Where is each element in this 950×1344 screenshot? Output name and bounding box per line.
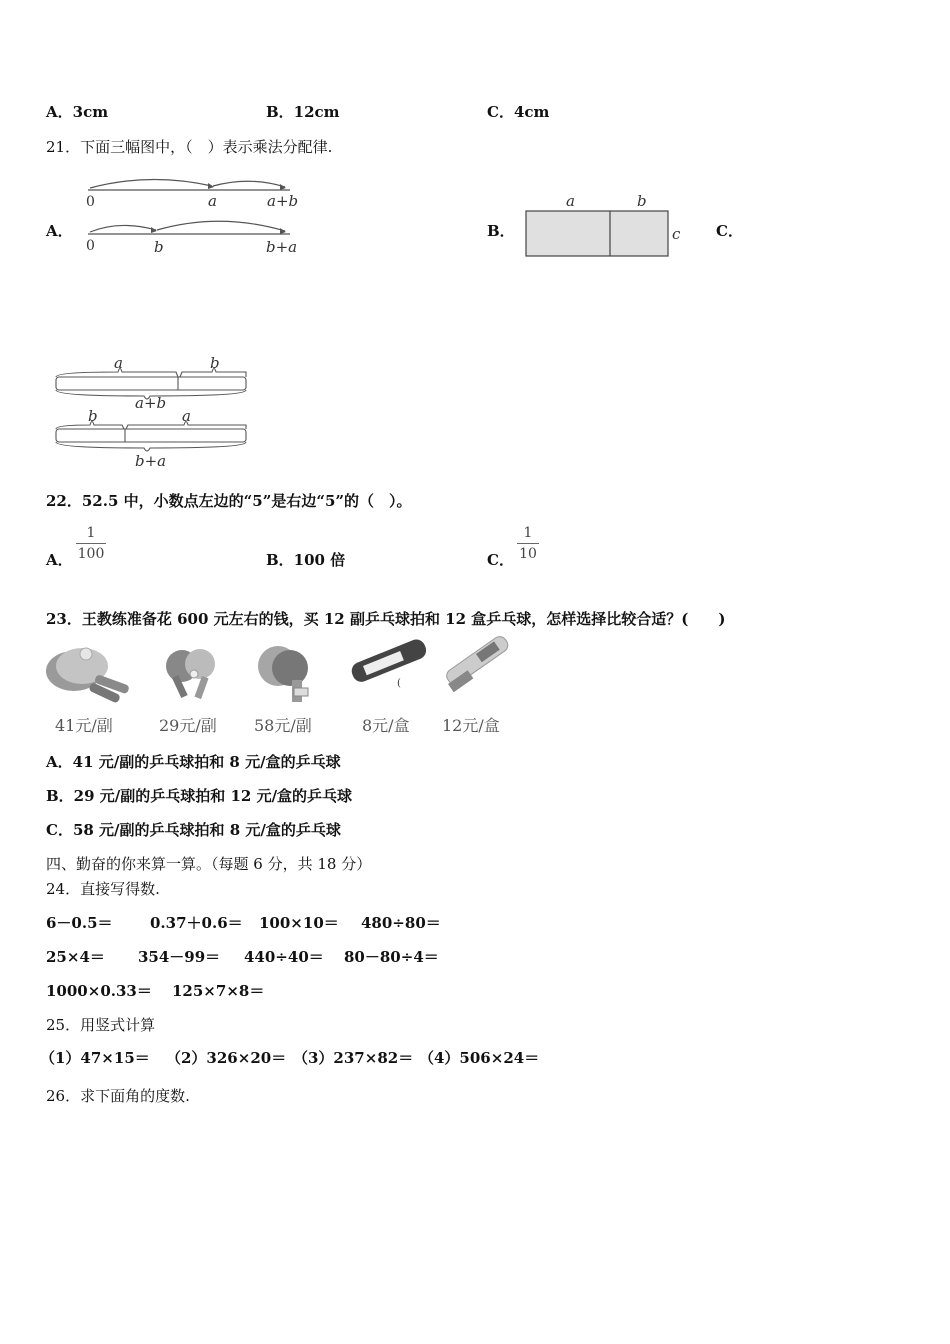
paddle-29-image <box>158 644 228 709</box>
price-label: 41元/副 <box>55 716 113 735</box>
calc-item: 480÷80＝ <box>361 914 441 932</box>
q22-stem: 22．52.5 中，小数点左边的“5”是右边“5”的（ ）。 <box>46 492 412 510</box>
price-label: 29元/副 <box>159 716 217 735</box>
ball-tube-8-image <box>345 644 430 709</box>
paddle-41-image <box>42 644 137 709</box>
q20-option-c: C．4cm <box>487 103 550 121</box>
q26-stem: 26．求下面角的度数. <box>46 1087 190 1105</box>
nl-bpa: b+a <box>266 238 298 256</box>
q21-option-a: A． <box>46 222 73 240</box>
fraction-one-hundredth: 1 100 <box>77 525 105 562</box>
q24-stem: 24．直接写得数. <box>46 880 160 898</box>
q23-option-c: C．58 元/副的乒乓球拍和 8 元/盒的乒乓球 <box>46 821 341 839</box>
nl-apb: a+b <box>267 192 299 210</box>
nl-b: b <box>154 238 164 256</box>
calc-item: 1000×0.33＝ <box>46 982 152 1000</box>
vertical-calc-item: （2）326×20＝ <box>166 1049 287 1067</box>
q21-option-c: C． <box>716 222 743 240</box>
nl-zero-1: 0 <box>86 194 95 210</box>
brace-figure <box>50 355 260 470</box>
rectangle-figure <box>520 192 700 262</box>
calc-item: 80－80÷4＝ <box>344 948 439 966</box>
calc-item: 6－0.5＝ <box>46 914 113 932</box>
fraction-one-tenth: 1 10 <box>517 525 539 562</box>
brace-sum2: b+a <box>135 452 167 470</box>
price-label: 8元/盒 <box>362 716 410 735</box>
rect-a: a <box>566 192 575 210</box>
rect-c: c <box>672 225 681 243</box>
price-label: 12元/盒 <box>442 716 500 735</box>
q22-option-b: B．100 倍 <box>266 551 346 569</box>
svg-text:(: ( <box>397 678 401 689</box>
q22-option-c: C． <box>487 551 514 569</box>
brace-bot-b: b <box>88 407 98 425</box>
q23-option-b: B．29 元/副的乒乓球拍和 12 元/盒的乒乓球 <box>46 787 353 805</box>
q23-stem: 23．王教练准备花 600 元左右的钱，买 12 副乒乓球拍和 12 盒乒乓球，怎样选择比较合适？( ) <box>46 610 726 628</box>
calc-item: 354－99＝ <box>138 948 221 966</box>
calc-item: 440÷40＝ <box>244 948 324 966</box>
paddle-58-image <box>252 644 322 709</box>
vertical-calc-item: （4）506×24＝ <box>419 1049 540 1067</box>
calc-item: 100×10＝ <box>259 914 339 932</box>
vertical-calc-item: （1）47×15＝ <box>40 1049 150 1067</box>
rect-b: b <box>637 192 647 210</box>
nl-a: a <box>208 192 217 210</box>
section-heading: 四、勤奋的你来算一算。（每题 6 分，共 18 分） <box>46 855 372 873</box>
brace-bot-a: a <box>182 407 191 425</box>
brace-sum1: a+b <box>135 394 167 412</box>
q21-option-b: B． <box>487 222 515 240</box>
calc-item: 125×7×8＝ <box>172 982 265 1000</box>
vertical-calc-item: （3）237×82＝ <box>293 1049 414 1067</box>
q25-stem: 25．用竖式计算 <box>46 1016 156 1034</box>
brace-top-b: b <box>210 354 220 372</box>
brace-top-a: a <box>114 354 123 372</box>
calc-item: 25×4＝ <box>46 948 105 966</box>
q21-stem: 21．下面三幅图中，（ ）表示乘法分配律. <box>46 138 333 156</box>
nl-zero-2: 0 <box>86 238 95 254</box>
q22-option-a: A． <box>46 551 73 569</box>
number-line-figure <box>80 172 320 262</box>
q20-option-a: A．3cm <box>46 103 109 121</box>
calc-item: 0.37＋0.6＝ <box>150 914 243 932</box>
q20-option-b: B．12cm <box>266 103 340 121</box>
price-label: 58元/副 <box>254 716 312 735</box>
q23-option-a: A．41 元/副的乒乓球拍和 8 元/盒的乒乓球 <box>46 753 341 771</box>
ball-tube-12-image <box>440 644 520 709</box>
